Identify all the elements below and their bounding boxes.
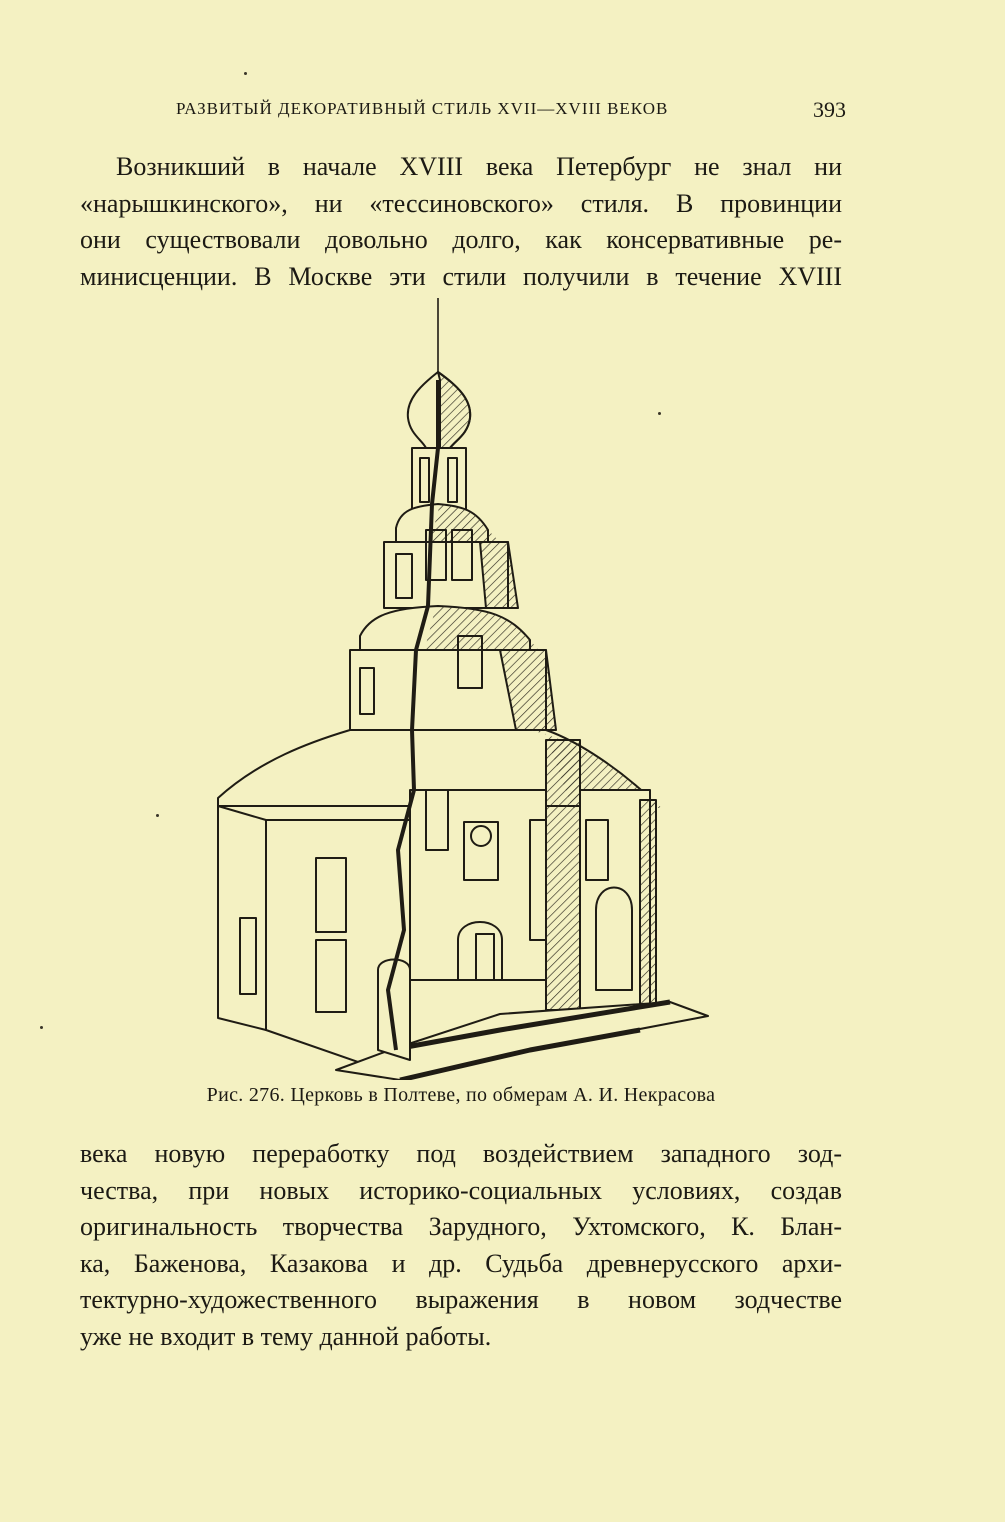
paragraph-line: «нарышкинского», ни «тессиновского» стиля. В провинции — [80, 188, 842, 218]
figure-caption: Рис. 276. Церковь в Полтеве, по обмерам А. И. Некрасова — [206, 1084, 716, 1106]
church-cutaway-figure — [200, 290, 730, 1080]
paragraph-top — [80, 149, 842, 295]
interior-wall — [410, 790, 546, 980]
paragraph-line: они существовали довольно долго, как консервативные ре- — [80, 225, 842, 254]
paragraph-line: оригинальность творчества Зарудного, Ухтомского, К. Блан- — [80, 1212, 842, 1241]
print-speck — [156, 814, 159, 817]
paragraph-line: уже не входит в тему данной работы. — [80, 1321, 492, 1351]
paragraph-line: тектурно-художественного выражения в новом зодчестве — [80, 1285, 842, 1314]
paragraph-line: минисценции. В Москве эти стили получили в течение XVIII — [80, 261, 842, 291]
section-wall — [546, 740, 580, 1010]
paragraph-line: ка, Баженова, Казакова и др. Судьба древнерусского архи- — [80, 1248, 842, 1278]
church-drawing — [200, 290, 730, 1080]
print-speck — [658, 412, 661, 415]
running-head-title: РАЗВИТЫЙ ДЕКОРАТИВНЫЙ СТИЛЬ XVII—XVIII ВЕКОВ — [176, 99, 669, 118]
paragraph-line: чества, при новых историко-социальных условиях, создав — [80, 1175, 842, 1205]
paragraph-line: Возникший в начале XVIII века Петербург не знал ни — [116, 152, 842, 181]
paragraph-line: века новую переработку под воздействием западного зод- — [80, 1139, 842, 1168]
page-number: 393 — [813, 97, 846, 122]
running-head — [176, 97, 846, 127]
print-speck — [40, 1026, 43, 1029]
print-speck — [244, 72, 247, 75]
paragraph-bottom — [80, 1136, 842, 1355]
